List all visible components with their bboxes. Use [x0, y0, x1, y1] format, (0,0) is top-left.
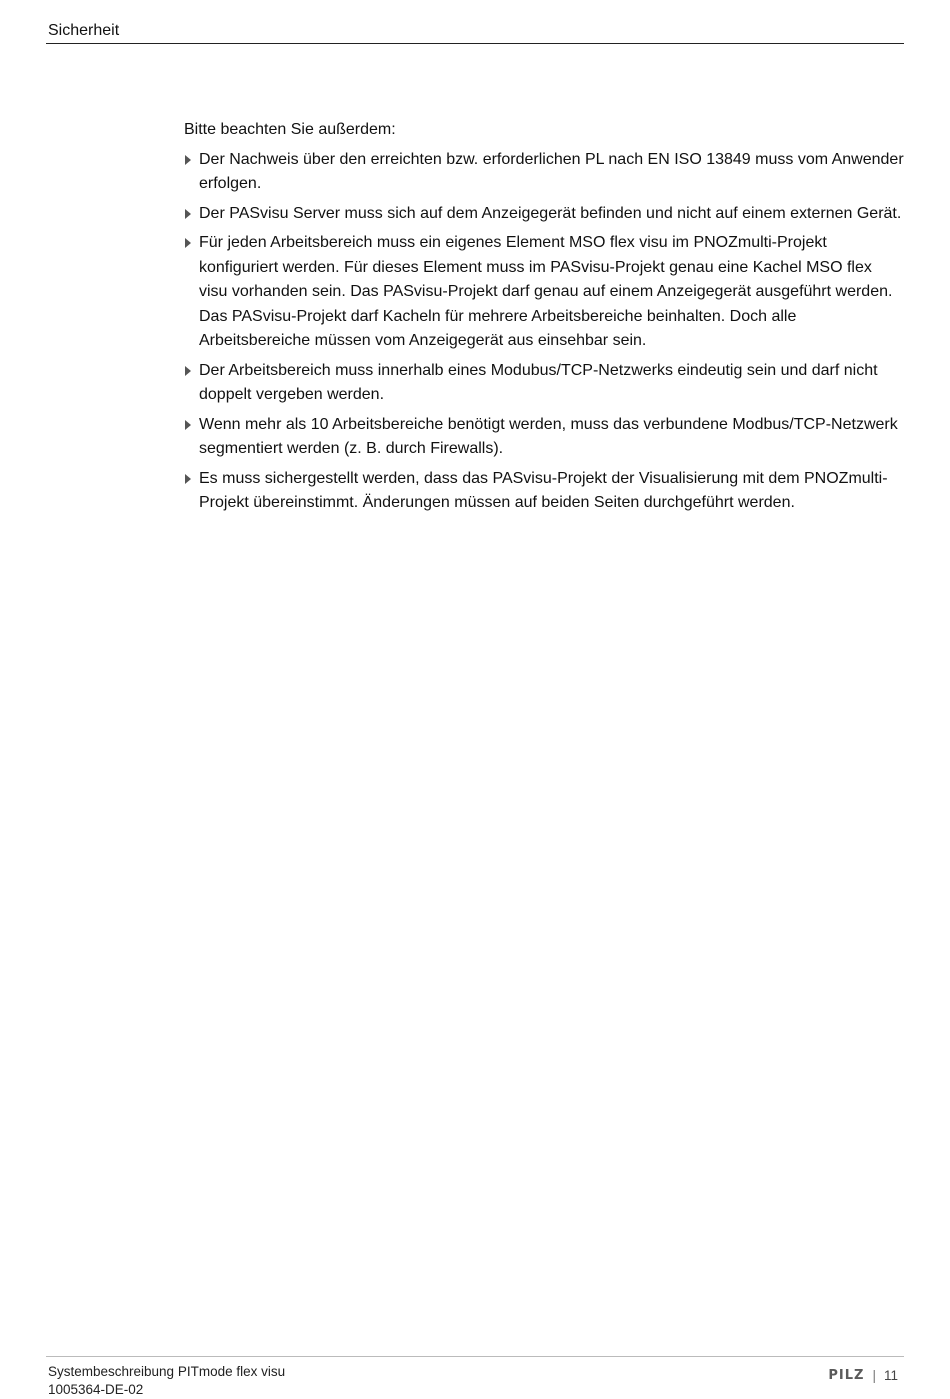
list-item-text: Wenn mehr als 10 Arbeitsbereiche benötigt werden, muss das verbundene Modbus/TCP-Netzwerk segmentiert werden (z. B. durch Firewalls).: [199, 415, 898, 457]
list-item-text: Es muss sichergestellt werden, dass das PASvisu-Projekt der Visualisierung mit dem PNOZmulti-Projekt übereinstimmt. Änderungen müssen auf beiden Seiten durchgeführt werden.: [199, 469, 888, 511]
list-item: [184, 202, 904, 227]
document-title: Systembeschreibung PITmode flex visu: [48, 1364, 286, 1379]
list-item: [184, 359, 904, 408]
main-content: [184, 118, 904, 521]
page-header: [46, 18, 904, 44]
triangle-bullet-icon: [185, 474, 191, 484]
triangle-bullet-icon: [185, 238, 191, 248]
document-number: 1005364-DE-02: [48, 1382, 144, 1397]
list-item: [184, 231, 904, 354]
triangle-bullet-icon: [185, 420, 191, 430]
list-item: [184, 148, 904, 197]
bullet-list: [184, 148, 904, 516]
triangle-bullet-icon: [185, 366, 191, 376]
list-item: [184, 467, 904, 516]
list-item: [184, 413, 904, 462]
list-item-text: Der PASvisu Server muss sich auf dem Anzeigegerät befinden und nicht auf einem externen Gerät.: [199, 204, 902, 222]
page-footer: [46, 1356, 904, 1397]
footer-doc-info: [48, 1363, 285, 1399]
page-separator: |: [872, 1368, 876, 1383]
triangle-bullet-icon: [185, 155, 191, 165]
list-item-text: Der Arbeitsbereich muss innerhalb eines Modubus/TCP-Netzwerks eindeutig sein und darf nicht doppelt vergeben werden.: [199, 361, 878, 403]
section-title: Sicherheit: [48, 22, 120, 39]
intro-text: Bitte beachten Sie außerdem:: [184, 121, 396, 138]
page-number: 11: [883, 1368, 898, 1383]
list-item-text: Für jeden Arbeitsbereich muss ein eigenes Element MSO flex visu im PNOZmulti-Projekt konfiguriert werden. Für dieses Element muss im PASvisu-Projekt genau eine Kachel MSO flex visu vorhanden sein. Das PASvisu-Projekt darf genau auf einem Anzeigegerät ausgeführt werden. Das PASvisu-Projekt darf Kacheln für mehrere Arbeitsbereiche beinhalten. Doch alle Arbeitsbereiche müssen vom Anzeigegerät aus einsehbar sein.: [199, 234, 893, 349]
footer-page-info: [828, 1368, 898, 1383]
triangle-bullet-icon: [185, 209, 191, 219]
pilz-logo: PILZ: [828, 1368, 865, 1383]
list-item-text: Der Nachweis über den erreichten bzw. erforderlichen PL nach EN ISO 13849 muss vom Anwender erfolgen.: [199, 150, 904, 192]
